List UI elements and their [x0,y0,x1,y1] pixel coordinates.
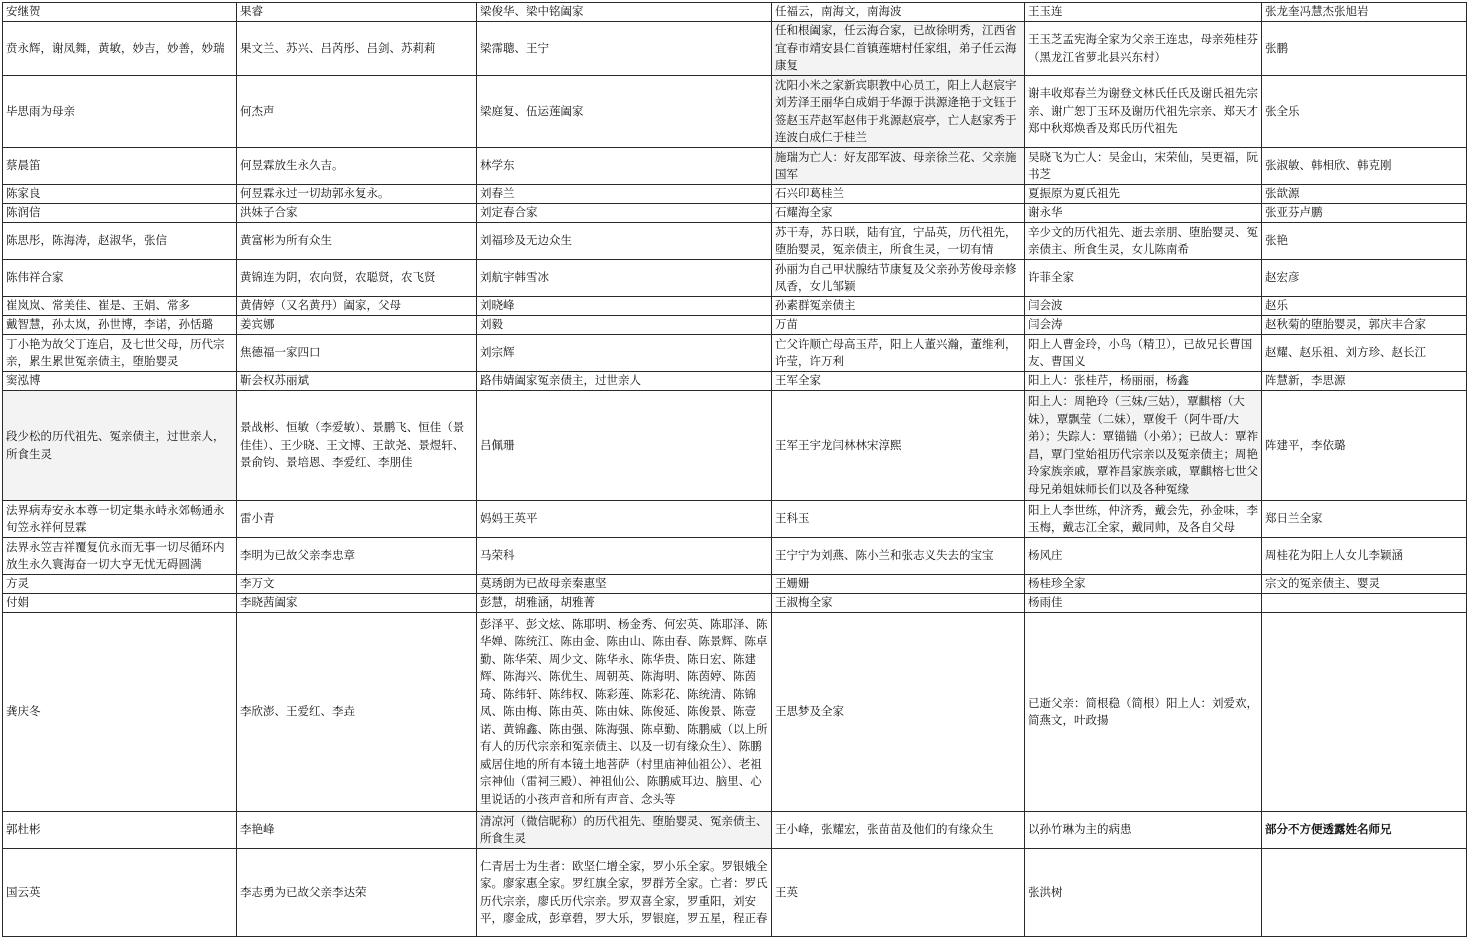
table-row [3,538,1467,575]
table-cell[interactable]: 李欣澎、王爱红、李垚 [237,613,477,812]
table-cell[interactable]: 仁青居士为生者：欧坚仁增全家，罗小乐全家。罗银娥全家。廖家惠全家。罗红旗全家，罗群芳全家。亡者：罗氏历代宗亲，廖氏历代宗亲。罗双喜全家，罗重阳，刘安平，廖金成，彭章碧，罗大乐，罗银庭，罗五星，程正春 [477,849,772,937]
table-cell[interactable]: 赵秋菊的堕胎婴灵，郭庆丰合家 [1262,316,1467,335]
table-cell[interactable]: 果文兰、苏兴、吕芮彤、吕剑、苏莉莉 [237,22,477,76]
table-cell[interactable]: 刘定春合家 [477,204,772,223]
table-row [3,594,1467,613]
table-cell[interactable] [1262,594,1467,613]
table-row [3,849,1467,937]
table-cell[interactable]: 姜宾娜 [237,316,477,335]
table-cell[interactable]: 王淑梅全家 [772,594,1025,613]
table-cell[interactable]: 李明为已故父亲李忠章 [237,538,477,575]
table-cell[interactable]: 莫琇朗为已故母亲秦惠坚 [477,575,772,594]
table-cell[interactable]: 何昱霖永过一切劫郭永复永。 [237,185,477,204]
table-row [3,223,1467,260]
table-cell[interactable]: 何杰声 [237,76,477,148]
table-cell[interactable]: 杨风庄 [1025,538,1262,575]
table-cell[interactable]: 王军全家 [772,372,1025,391]
spreadsheet-body [3,3,1467,937]
table-cell[interactable]: 国云英 [3,849,237,937]
table-cell[interactable]: 赵宏彦 [1262,260,1467,297]
table-cell[interactable]: 丁小艳为故父丁连启，及七世父母，历代宗亲，累生累世冤亲债主，堕胎婴灵 [3,335,237,372]
table-cell[interactable]: 焦德福一家四口 [237,335,477,372]
table-cell[interactable]: 李晓茜阖家 [237,594,477,613]
table-row [3,391,1467,501]
table-cell[interactable]: 李艳峰 [237,812,477,849]
table-cell[interactable]: 张龙奎冯慧杰张旭岩 [1262,3,1467,22]
table-row [3,3,1467,22]
table-cell[interactable]: 黄富彬为所有众生 [237,223,477,260]
table-cell[interactable]: 已逝父亲：简根稳（简根）阳上人：刘爱欢，简燕文，叶政揚 [1025,613,1262,812]
table-row [3,372,1467,391]
table-cell[interactable]: 王宁宁为刘燕、陈小兰和张志义失去的宝宝 [772,538,1025,575]
table-cell[interactable]: 梁庭复、伍运莲阖家 [477,76,772,148]
table-cell[interactable]: 刘毅 [477,316,772,335]
table-cell[interactable]: 王思梦及全家 [772,613,1025,812]
table-cell[interactable]: 施瑞为亡人：好友邵军波、母亲徐兰花、父亲施国军 [772,148,1025,185]
table-cell[interactable]: 张歆源 [1262,185,1467,204]
table-cell[interactable]: 刘福珍及无边众生 [477,223,772,260]
table-cell[interactable]: 杨桂珍全家 [1025,575,1262,594]
table-cell[interactable]: 张淑敏、韩相欣、韩克刚 [1262,148,1467,185]
table-cell[interactable]: 刘航宇韩雪冰 [477,260,772,297]
table-cell[interactable]: 吴晓飞为亡人：吴金山，宋荣仙，吴更福，阮书芝 [1025,148,1262,185]
table-cell[interactable]: 阳上人：张桂芹，杨丽丽，杨鑫 [1025,372,1262,391]
table-cell[interactable]: 石兴印葛桂兰 [772,185,1025,204]
table-row [3,575,1467,594]
table-cell[interactable]: 妈妈王英平 [477,501,772,538]
table-cell[interactable]: 李万文 [237,575,477,594]
table-cell[interactable]: 刘晓峰 [477,297,772,316]
table-cell[interactable]: 陈润信 [3,204,237,223]
table-cell[interactable]: 张鹏 [1262,22,1467,76]
table-cell[interactable]: 亡父许顺亡母高玉芹，阳上人董兴瀚，董维利，许莹，许万利 [772,335,1025,372]
table-cell[interactable]: 王军王宇龙闫林林宋淳熙 [772,391,1025,501]
table-cell[interactable]: 宗文的冤亲债主、婴灵 [1262,575,1467,594]
table-cell[interactable]: 戴智慧，孙太岚，孙世博，李诺，孙恬璐 [3,316,237,335]
table-cell[interactable]: 刘宗辉 [477,335,772,372]
table-row [3,185,1467,204]
table-cell[interactable]: 陈家良 [3,185,237,204]
table-cell[interactable] [1262,613,1467,812]
table-cell[interactable]: 吕佩珊 [477,391,772,501]
table-cell[interactable]: 王玉连 [1025,3,1262,22]
table-cell[interactable]: 刘春兰 [477,185,772,204]
table-cell[interactable]: 辛少文的历代祖先、逝去亲朋、堕胎婴灵、冤亲债主、所食生灵，女儿陈南希 [1025,223,1262,260]
table-cell[interactable]: 马荣科 [477,538,772,575]
table-cell[interactable]: 付娟 [3,594,237,613]
table-cell[interactable]: 毕思雨为母亲 [3,76,237,148]
table-cell[interactable]: 阳上人李世练，仲济秀，戴会先，孙金味，李玉梅，戴志江全家，戴同帅，及各自父母 [1025,501,1262,538]
table-cell[interactable]: 万苗 [772,316,1025,335]
table-cell[interactable]: 段少松的历代祖先、冤亲债主，过世亲人，所食生灵 [3,391,237,501]
table-cell[interactable]: 赵乐 [1262,297,1467,316]
table-cell[interactable]: 郑日兰全家 [1262,501,1467,538]
table-cell[interactable]: 阵建平，李依璐 [1262,391,1467,501]
table-cell[interactable]: 法界永笠吉祥覆复伉永而无事一切尽循环内放生永久寰海奋一切大亨无忧无碍圆满 [3,538,237,575]
table-cell[interactable]: 闫会涛 [1025,316,1262,335]
table-cell[interactable] [1262,849,1467,937]
table-cell[interactable]: 部分不方便透露姓名师兄 [1262,812,1467,849]
table-cell[interactable]: 蔡晨笛 [3,148,237,185]
spreadsheet-table [2,2,1467,937]
table-cell[interactable]: 洪妹子合家 [237,204,477,223]
table-cell[interactable]: 沈阳小米之家新宾职教中心员工，阳上人赵宸宇刘芳泽王丽华白成娟于华源于洪源逄艳于文钰于签赵玉芹赵军赵伟于兆源赵宸亭，亡人赵家秀于连波白成仁于桂兰 [772,76,1025,148]
table-cell[interactable]: 梁霈聰、王宁 [477,22,772,76]
table-cell[interactable]: 龚庆冬 [3,613,237,812]
table-cell[interactable]: 陈思彤，陈海涛，赵淑华，张信 [3,223,237,260]
table-cell[interactable]: 王姗姗 [772,575,1025,594]
table-cell[interactable]: 任福云，南海文，南海波 [772,3,1025,22]
table-cell[interactable]: 雷小青 [237,501,477,538]
table-cell[interactable]: 杨雨佳 [1025,594,1262,613]
table-row [3,613,1467,812]
table-row [3,316,1467,335]
table-cell[interactable]: 清凉河（微信昵称）的历代祖先、堕胎婴灵、冤亲债主、所食生灵 [477,812,772,849]
table-cell[interactable]: 许菲全家 [1025,260,1262,297]
table-cell[interactable]: 谢丰收郑春兰为谢登文林氏任氏及谢氏祖先宗亲、谢广恕丁玉环及谢历代祖先宗亲、郑天才郑中秋郑焕香及郑氏历代祖先 [1025,76,1262,148]
table-cell[interactable]: 郭杜彬 [3,812,237,849]
table-cell[interactable]: 贲永辉，谢凤舞，黄敏，妙吉，妙善，妙瑞 [3,22,237,76]
table-cell[interactable]: 李志勇为已故父亲李达荣 [237,849,477,937]
table-cell[interactable]: 何昱霖放生永久吉。 [237,148,477,185]
table-cell[interactable]: 窦泓博 [3,372,237,391]
table-cell[interactable]: 王科玉 [772,501,1025,538]
table-cell[interactable]: 阳上人曹金玲，小鸟（精卫），已故兄长曹国友、曹国义 [1025,335,1262,372]
table-row [3,204,1467,223]
table-cell[interactable]: 张亚芬卢鹏 [1262,204,1467,223]
table-cell[interactable]: 王英 [772,849,1025,937]
table-row [3,335,1467,372]
table-cell[interactable]: 梁俊华、梁中铭阖家 [477,3,772,22]
table-cell[interactable]: 法界病寿安永本尊一切定集永峙永郊畅通永旬笠永祥何昱霖 [3,501,237,538]
table-cell[interactable]: 孙素群冤亲债主 [772,297,1025,316]
table-row [3,501,1467,538]
table-row [3,812,1467,849]
table-cell[interactable]: 阳上人：周艳玲（三妹/三姑），覃麒榕（大妹），覃飘莹（二妹），覃俊千（阿牛哥/大弟）；失踪人：覃锚锚（小弟）；已故人：覃祚昌，覃门堂始祖历代宗亲以及冤亲债主；周艳玲家族亲戚，覃祚昌家族亲戚，覃麒榕七世父母兄弟姐妹师长们以及各种冤缘 [1025,391,1262,501]
table-cell[interactable]: 彭泽平、彭文炫、陈耶明、杨金秀、何宏英、陈耶泽、陈华婵、陈统江、陈由金、陈由山、陈由春、陈景辉、陈卓勤、陈华荣、周少文、陈华永、陈华贵、陈日宏、陈建辉、陈海兴、陈优生、周朝英、陈海明、陈茵婷、陈茵琦、陈纬轩、陈纬权、陈彩莲、陈彩花、陈统清、陈锦凤、陈由梅、陈由英、陈由妹、陈俊延、陈俊景、陈壹诺、黄锦鑫、陈由强、陈海强、陈卓勤、陈鹏威（以上所有人的历代宗亲和冤亲债主、以及一切有缘众生）、陈鹏威居住地的所有本镜土地菩萨（村里庙神仙祖公）、老祖宗神仙（雷祠三殿）、神祖仙公、陈鹏威耳边、脑里、心里说话的小孩声音和所有声音、念头等 [477,613,772,812]
table-cell[interactable]: 张洪树 [1025,849,1262,937]
table-cell[interactable]: 赵耀、赵乐祖、刘方珍、赵长江 [1262,335,1467,372]
table-row [3,260,1467,297]
table-cell[interactable]: 崔岚岚、常美佳、崔是、王娟、常多 [3,297,237,316]
table-cell[interactable]: 苏干寿，苏日联，陆有宜，宁品英，历代祖先，堕胎婴灵，冤亲债主，所食生灵，一切有情 [772,223,1025,260]
table-cell[interactable]: 安继贺 [3,3,237,22]
table-cell[interactable]: 方灵 [3,575,237,594]
table-cell[interactable]: 夏振原为夏氏祖先 [1025,185,1262,204]
table-cell[interactable]: 王小峰，张耀宏，张苗苗及他们的有缘众生 [772,812,1025,849]
table-cell[interactable]: 路伟婧阖家冤亲债主，过世亲人 [477,372,772,391]
table-cell[interactable]: 黄倩婷（又名黄丹）阖家，父母 [237,297,477,316]
table-cell[interactable]: 林学东 [477,148,772,185]
table-cell[interactable]: 王玉芝孟宪海全家为父亲王连忠，母亲苑桂芬（黑龙江省萝北县兴东村） [1025,22,1262,76]
table-row [3,76,1467,148]
table-cell[interactable]: 张艳 [1262,223,1467,260]
table-cell[interactable]: 靳会权苏丽斌 [237,372,477,391]
table-cell[interactable]: 果睿 [237,3,477,22]
table-cell[interactable]: 景战彬、恒敏（李爱敏）、景鹏飞、恒佳（景佳佳）、王少晓、王文博、王歆尧、景煜轩、景俞钧、景培恩、李爱红、李朋佳 [237,391,477,501]
table-cell[interactable]: 阵慧新，李思源 [1262,372,1467,391]
table-cell[interactable]: 石耀海全家 [772,204,1025,223]
table-cell[interactable]: 周桂花为阳上人女儿李颖涵 [1262,538,1467,575]
table-cell[interactable]: 任和根阖家，任云海合家，已故徐明秀，江西省宜春市靖安县仁首镇莲塘村任家组，弟子任云海康复 [772,22,1025,76]
table-cell[interactable]: 彭慧，胡雅涵，胡雅菁 [477,594,772,613]
table-row [3,297,1467,316]
table-row [3,148,1467,185]
table-cell[interactable]: 孙丽为自己甲状腺结节康复及父亲孙芳俊母亲修凤香，女儿邹颖 [772,260,1025,297]
table-cell[interactable]: 闫会波 [1025,297,1262,316]
table-cell[interactable]: 以孙竹琳为主的病患 [1025,812,1262,849]
table-row [3,22,1467,76]
table-cell[interactable]: 谢永华 [1025,204,1262,223]
table-cell[interactable]: 黄锦连为阴，农向贤，农聪贤，农飞贤 [237,260,477,297]
table-cell[interactable]: 陈伟祥合家 [3,260,237,297]
table-cell[interactable]: 张全乐 [1262,76,1467,148]
